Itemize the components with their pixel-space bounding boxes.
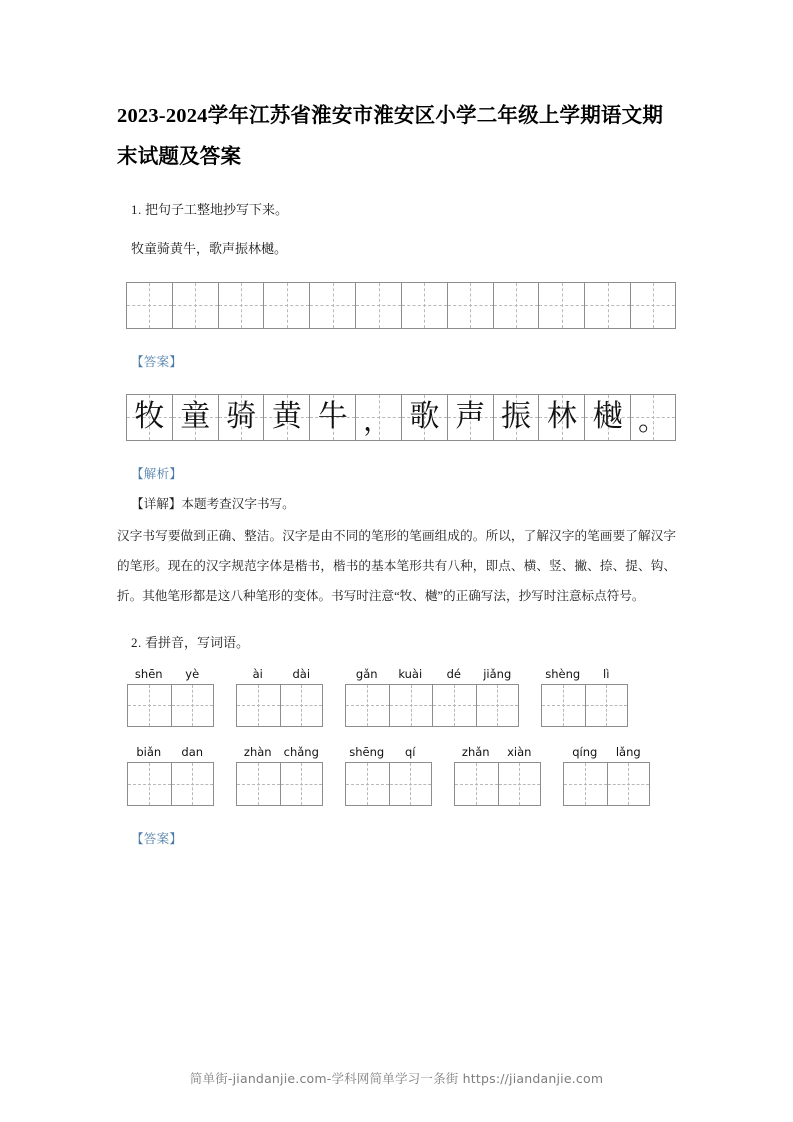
writing-cell-filled bbox=[493, 394, 539, 441]
pinyin-word-group bbox=[345, 745, 432, 806]
pinyin-syllable: qíng bbox=[572, 745, 598, 760]
pinyin-answer-cell[interactable] bbox=[498, 762, 542, 806]
pinyin-word-cells[interactable] bbox=[541, 684, 628, 728]
pinyin-syllable: shèng bbox=[545, 666, 581, 681]
writing-cell-filled bbox=[447, 394, 493, 441]
pinyin-answer-cell[interactable] bbox=[607, 762, 651, 806]
pinyin-syllable: dé bbox=[446, 666, 461, 681]
writing-grid-blank[interactable] bbox=[126, 282, 676, 329]
pinyin-answer-cell[interactable] bbox=[171, 684, 215, 728]
pinyin-word-group bbox=[454, 745, 541, 806]
question-1-number: 1. bbox=[131, 202, 142, 217]
answer-label-1: 【答案】 bbox=[131, 354, 183, 369]
pinyin-answer-cell[interactable] bbox=[280, 762, 324, 806]
pinyin-syllable: shēng bbox=[349, 745, 385, 760]
question-1-prompt bbox=[117, 199, 676, 220]
pinyin-syllable: kuài bbox=[398, 666, 423, 681]
detail-text-1: 本题考查汉字书写。 bbox=[181, 496, 295, 511]
pinyin-answer-cell[interactable] bbox=[389, 762, 433, 806]
explanation-text-1: 汉字书写要做到正确、整洁。汉字是由不同的笔形的笔画组成的。所以，了解汉字的笔画要了解汉字的笔形。现在的汉字规范字体是楷书，楷书的基本笔形共有八种，即点、横、竖、撇、捺、提、钩、折。其他笔形都是这八种笔形的变体。书写时注意“牧、樾”的正确写法，抄写时注意标点符号。 bbox=[117, 528, 676, 603]
pinyin-word-cells[interactable] bbox=[127, 684, 214, 728]
pinyin-word-cells[interactable] bbox=[345, 762, 432, 806]
pinyin-answer-cell[interactable] bbox=[280, 684, 324, 728]
writing-cell-filled bbox=[126, 394, 172, 441]
pinyin-syllable: gǎn bbox=[355, 666, 378, 681]
pinyin-word-group bbox=[127, 667, 214, 728]
writing-cell-char: 骑 bbox=[226, 400, 257, 434]
writing-cell-char: 歌 bbox=[409, 400, 440, 434]
writing-cell-char: 声 bbox=[455, 400, 486, 434]
pinyin-line bbox=[454, 745, 541, 759]
writing-cell-filled bbox=[355, 394, 401, 441]
pinyin-syllable: dài bbox=[292, 666, 311, 681]
pinyin-line bbox=[345, 667, 519, 681]
pinyin-answer-cell[interactable] bbox=[389, 684, 433, 728]
pinyin-syllable: shēn bbox=[134, 666, 163, 681]
pinyin-syllable: dan bbox=[181, 745, 204, 760]
question-2-number: 2. bbox=[131, 634, 142, 650]
pinyin-answer-cell[interactable] bbox=[345, 684, 389, 728]
pinyin-syllable: xiàn bbox=[507, 745, 532, 760]
question-1-prompt-text: 把句子工整地抄写下来。 bbox=[145, 202, 289, 217]
pinyin-answer-cell[interactable] bbox=[171, 762, 215, 806]
analysis-label-1: 【解析】 bbox=[131, 466, 183, 481]
pinyin-word-cells[interactable] bbox=[127, 762, 214, 806]
writing-cell-char: 。 bbox=[638, 405, 667, 437]
pinyin-answer-cell[interactable] bbox=[432, 684, 476, 728]
writing-cell[interactable] bbox=[126, 282, 172, 329]
detail-label-1: 【详解】 bbox=[131, 496, 182, 511]
writing-cell-char: 樾 bbox=[592, 400, 623, 434]
pinyin-word-group bbox=[236, 667, 323, 728]
pinyin-syllable: biǎn bbox=[136, 745, 162, 760]
writing-cell-char: ， bbox=[363, 405, 392, 437]
pinyin-syllable: ài bbox=[252, 666, 263, 681]
writing-cell[interactable] bbox=[630, 282, 676, 329]
writing-cell-filled bbox=[309, 394, 355, 441]
pinyin-syllable: qí bbox=[405, 745, 416, 760]
pinyin-line bbox=[345, 745, 432, 759]
pinyin-row bbox=[127, 745, 676, 806]
pinyin-answer-cell[interactable] bbox=[127, 684, 171, 728]
footer-watermark: 简单街-jiandanjie.com-学科网简单学习一条街 https://jiandanjie.com bbox=[189, 1071, 604, 1086]
pinyin-syllable: zhàn bbox=[243, 745, 272, 760]
pinyin-word-group bbox=[127, 745, 214, 806]
pinyin-answer-cell[interactable] bbox=[585, 684, 629, 728]
writing-cell-filled bbox=[630, 394, 676, 441]
pinyin-line bbox=[541, 667, 628, 681]
pinyin-line bbox=[236, 667, 323, 681]
writing-cell-filled bbox=[401, 394, 447, 441]
writing-cell-filled bbox=[172, 394, 218, 441]
writing-cell[interactable] bbox=[584, 282, 630, 329]
writing-cell[interactable] bbox=[218, 282, 264, 329]
pinyin-answer-cell[interactable] bbox=[127, 762, 171, 806]
pinyin-word-cells[interactable] bbox=[345, 684, 519, 728]
pinyin-answer-cell[interactable] bbox=[345, 762, 389, 806]
pinyin-word-group bbox=[236, 745, 323, 806]
pinyin-syllable: jiǎng bbox=[483, 666, 512, 681]
pinyin-answer-cell[interactable] bbox=[236, 684, 280, 728]
answer-label-2: 【答案】 bbox=[131, 831, 183, 846]
pinyin-syllable: yè bbox=[185, 666, 200, 681]
writing-cell[interactable] bbox=[355, 282, 401, 329]
writing-cell[interactable] bbox=[401, 282, 447, 329]
writing-cell[interactable] bbox=[447, 282, 493, 329]
pinyin-word-group bbox=[563, 745, 650, 806]
writing-cell-char: 童 bbox=[180, 400, 211, 434]
pinyin-answer-cell[interactable] bbox=[236, 762, 280, 806]
pinyin-answer-cell[interactable] bbox=[563, 762, 607, 806]
pinyin-syllable: lǎng bbox=[615, 745, 641, 760]
writing-cell-filled bbox=[584, 394, 630, 441]
pinyin-answer-cell[interactable] bbox=[454, 762, 498, 806]
pinyin-word-group bbox=[541, 667, 628, 728]
pinyin-syllable: chǎng bbox=[283, 745, 319, 760]
pinyin-line bbox=[127, 667, 214, 681]
writing-cell-char: 黄 bbox=[271, 400, 302, 434]
writing-cell-char: 牛 bbox=[317, 400, 348, 434]
pinyin-word-cells[interactable] bbox=[236, 762, 323, 806]
writing-cell[interactable] bbox=[309, 282, 355, 329]
pinyin-word-cells[interactable] bbox=[236, 684, 323, 728]
writing-cell[interactable] bbox=[263, 282, 309, 329]
question-2-prompt-text: 看拼音，写词语。 bbox=[145, 634, 250, 650]
writing-cell-filled bbox=[538, 394, 584, 441]
pinyin-answer-cell[interactable] bbox=[476, 684, 520, 728]
writing-grid-answer bbox=[126, 394, 676, 441]
pinyin-syllable: lì bbox=[603, 666, 610, 681]
writing-cell-filled bbox=[218, 394, 264, 441]
writing-cell-char: 振 bbox=[501, 400, 532, 434]
pinyin-line bbox=[563, 745, 650, 759]
pinyin-line bbox=[236, 745, 323, 759]
pinyin-row bbox=[127, 667, 676, 728]
writing-cell[interactable] bbox=[172, 282, 218, 329]
writing-cell-filled bbox=[263, 394, 309, 441]
question-1-sentence: 牧童骑黄牛，歌声振林樾。 bbox=[131, 241, 288, 256]
page-title: 2023-2024学年江苏省淮安市淮安区小学二年级上学期语文期末试题及答案 bbox=[117, 105, 664, 168]
writing-cell-char: 林 bbox=[546, 400, 577, 434]
pinyin-line bbox=[127, 745, 214, 759]
pinyin-word-grids[interactable] bbox=[127, 667, 676, 806]
pinyin-word-group bbox=[345, 667, 519, 728]
writing-cell-char: 牧 bbox=[134, 400, 165, 434]
writing-cell[interactable] bbox=[538, 282, 584, 329]
detail-line-1 bbox=[117, 489, 676, 519]
pinyin-word-cells[interactable] bbox=[563, 762, 650, 806]
pinyin-syllable: zhǎn bbox=[461, 745, 490, 760]
writing-cell[interactable] bbox=[493, 282, 539, 329]
question-2-prompt bbox=[117, 632, 676, 653]
pinyin-answer-cell[interactable] bbox=[541, 684, 585, 728]
pinyin-word-cells[interactable] bbox=[454, 762, 541, 806]
